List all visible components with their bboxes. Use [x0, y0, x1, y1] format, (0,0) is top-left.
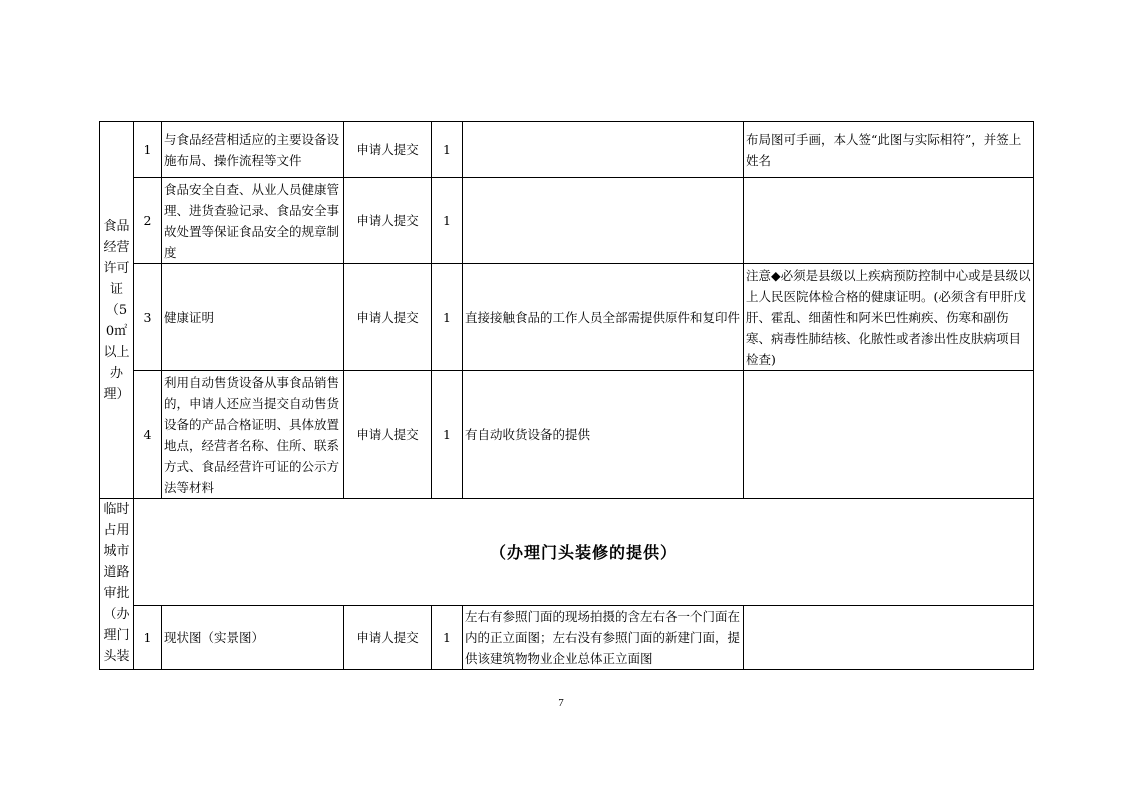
page-number: 7: [558, 697, 564, 709]
table-row: [100, 178, 1034, 264]
table-row: [100, 264, 1034, 371]
note-cell: 布局图可手画，本人签“此图与实际相符”，并签上姓名: [744, 122, 1034, 178]
note-cell: 注意◆必须是县级以上疾病预防控制中心或是县级以上人民医院体检合格的健康证明。(必须含有甲肝戊肝、霍乱、细菌性和阿米巴性痢疾、伤寒和副伤寒、病毒性肺结核、化脓性或者渗出性皮肤病项目检查): [744, 264, 1034, 371]
submitter-cell: 申请人提交: [344, 178, 432, 264]
submitter-cell: 申请人提交: [344, 122, 432, 178]
note-cell: [744, 178, 1034, 264]
table-row: [100, 371, 1034, 499]
submitter-cell: 申请人提交: [344, 606, 432, 670]
requirement-cell: [463, 178, 744, 264]
submitter-cell: 申请人提交: [344, 264, 432, 371]
row-number: 1: [134, 122, 162, 178]
submitter-cell: 申请人提交: [344, 371, 432, 499]
section-header: （办理门头装修的提供）: [134, 499, 1034, 606]
copies-cell: 1: [432, 606, 463, 670]
material-cell: 利用自动售货设备从事食品销售的，申请人还应当提交自动售货设备的产品合格证明、具体放置地点，经营者名称、住所、联系方式、食品经营许可证的公示方法等材料: [162, 371, 344, 499]
material-cell: 与食品经营相适应的主要设备设施布局、操作流程等文件: [162, 122, 344, 178]
copies-cell: 1: [432, 122, 463, 178]
table-row: [100, 499, 1034, 606]
note-cell: [744, 371, 1034, 499]
note-cell: [744, 606, 1034, 670]
requirements-table: [99, 121, 1034, 670]
row-number: 3: [134, 264, 162, 371]
table-row: [100, 122, 1034, 178]
requirement-cell: 有自动收货设备的提供: [463, 371, 744, 499]
table-row: [100, 606, 1034, 670]
requirement-cell: 左右有参照门面的现场拍摄的含左右各一个门面在内的正立面图；左右没有参照门面的新建门面，提供该建筑物物业企业总体正立面图: [463, 606, 744, 670]
material-cell: 现状图（实景图）: [162, 606, 344, 670]
row-number: 1: [134, 606, 162, 670]
requirement-cell: [463, 122, 744, 178]
category-cell: 临时占用城市道路审批（办理门头装: [100, 499, 134, 670]
material-cell: 食品安全自查、从业人员健康管理、进货查验记录、食品安全事故处置等保证食品安全的规章制度: [162, 178, 344, 264]
requirement-cell: 直接接触食品的工作人员全部需提供原件和复印件: [463, 264, 744, 371]
row-number: 2: [134, 178, 162, 264]
category-cell: 食品经营许可证（50㎡以上办理）: [100, 122, 134, 499]
material-cell: 健康证明: [162, 264, 344, 371]
row-number: 4: [134, 371, 162, 499]
copies-cell: 1: [432, 371, 463, 499]
copies-cell: 1: [432, 264, 463, 371]
copies-cell: 1: [432, 178, 463, 264]
